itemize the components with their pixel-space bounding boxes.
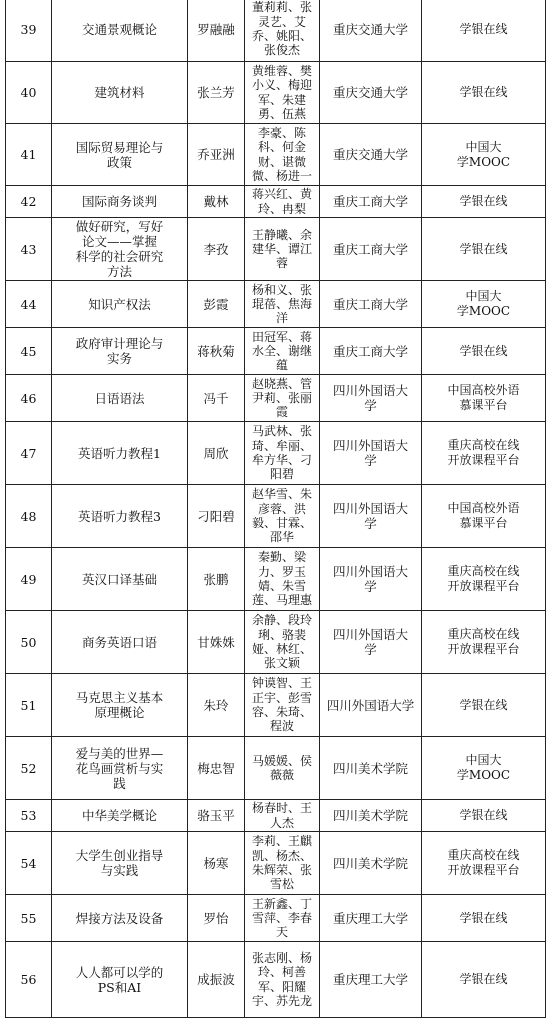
course-name: 政府审计理论与 实务 [52,328,188,375]
row-number: 45 [6,328,52,375]
course-name: 国际贸易理论与 政策 [52,124,188,186]
row-number: 40 [6,62,52,124]
platform-name: 学银在线 [422,186,546,218]
course-name: 商务英语口语 [52,611,188,674]
table-row [6,186,546,218]
school-name: 重庆交通大学 [320,124,422,186]
school-name: 四川美术学院 [320,800,422,832]
table-row [6,800,546,832]
team-members: 赵华雪、朱 彦蓉、洪 毅、甘霖、 邵华 [245,485,320,548]
course-lead: 罗融融 [188,0,245,62]
school-name: 四川美术学院 [320,737,422,800]
course-lead: 冯千 [188,375,245,422]
team-members: 蒋兴红、黄 玲、冉梨 [245,186,320,218]
table-row [6,895,546,942]
course-name: 建筑材料 [52,62,188,124]
team-members: 李莉、王麒 凯、杨杰、 朱辉荣、张 雪松 [245,832,320,895]
table-row [6,281,546,328]
course-name: 中华美学概论 [52,800,188,832]
course-name: 日语语法 [52,375,188,422]
course-name: 国际商务谈判 [52,186,188,218]
team-members: 杨和义、张 琨蓓、焦海 洋 [245,281,320,328]
team-members: 黄维蓉、樊 小义、梅迎 军、朱建 勇、伍燕 [245,62,320,124]
school-name: 重庆交通大学 [320,62,422,124]
team-members: 张志刚、杨 玲、柯善 军、阳耀 宇、苏先龙 [245,942,320,1018]
platform-name: 重庆高校在线 开放课程平台 [422,832,546,895]
team-members: 杨春时、王 人杰 [245,800,320,832]
school-name: 四川外国语大 学 [320,611,422,674]
platform-name: 学银在线 [422,218,546,281]
table-row [6,328,546,375]
school-name: 四川外国语大 学 [320,375,422,422]
table-row [6,737,546,800]
row-number: 53 [6,800,52,832]
row-number: 44 [6,281,52,328]
team-members: 王静曦、余 建华、谭江 蓉 [245,218,320,281]
course-name: 人人都可以学的 PS和AI [52,942,188,1018]
course-lead: 彭霞 [188,281,245,328]
platform-name: 学银在线 [422,674,546,737]
row-number: 55 [6,895,52,942]
row-number: 39 [6,0,52,62]
course-name: 英语听力教程3 [52,485,188,548]
platform-name: 中国大 学MOOC [422,281,546,328]
team-members: 余静、段玲 琍、骆裴 娅、林红、 张文颖 [245,611,320,674]
school-name: 重庆理工大学 [320,895,422,942]
platform-name: 中国大 学MOOC [422,124,546,186]
table-row [6,422,546,485]
platform-name: 学银在线 [422,62,546,124]
row-number: 54 [6,832,52,895]
platform-name: 学银在线 [422,800,546,832]
table-row [6,62,546,124]
school-name: 重庆工商大学 [320,186,422,218]
table-row [6,0,546,62]
course-name: 马克思主义基本 原理概论 [52,674,188,737]
course-lead: 成振波 [188,942,245,1018]
table-row [6,674,546,737]
platform-name: 重庆高校在线 开放课程平台 [422,548,546,611]
course-lead: 杨寒 [188,832,245,895]
platform-name: 学银在线 [422,942,546,1018]
course-lead: 蒋秋菊 [188,328,245,375]
team-members: 王新鑫、丁 雪萍、李春 天 [245,895,320,942]
platform-name: 学银在线 [422,328,546,375]
course-lead: 乔亚洲 [188,124,245,186]
row-number: 52 [6,737,52,800]
course-lead: 甘姝姝 [188,611,245,674]
team-members: 李豪、陈 科、何金 财、谌微 微、杨进一 [245,124,320,186]
course-lead: 梅忠智 [188,737,245,800]
platform-name: 中国大 学MOOC [422,737,546,800]
row-number: 41 [6,124,52,186]
course-name: 知识产权法 [52,281,188,328]
school-name: 四川外国语大 学 [320,422,422,485]
course-list-body [6,0,546,1018]
table-row [6,611,546,674]
course-name: 英汉口译基础 [52,548,188,611]
table-row [6,832,546,895]
course-name: 英语听力教程1 [52,422,188,485]
school-name: 四川美术学院 [320,832,422,895]
course-lead: 张兰芳 [188,62,245,124]
row-number: 43 [6,218,52,281]
team-members: 钟谟智、王 正宇、彭雪 容、朱琦、 程波 [245,674,320,737]
row-number: 46 [6,375,52,422]
team-members: 秦勤、梁 力、罗玉 婧、朱雪 莲、马理惠 [245,548,320,611]
table-row [6,218,546,281]
course-lead: 李孜 [188,218,245,281]
course-name: 做好研究，写好 论文——掌握 科学的社会研究 方法 [52,218,188,281]
platform-name: 重庆高校在线 开放课程平台 [422,422,546,485]
row-number: 51 [6,674,52,737]
course-name: 爱与美的世界— 花鸟画赏析与实 践 [52,737,188,800]
table-row [6,124,546,186]
course-lead: 戴林 [188,186,245,218]
row-number: 50 [6,611,52,674]
school-name: 重庆工商大学 [320,328,422,375]
team-members: 田冠军、蒋 水全、谢继 蕴 [245,328,320,375]
school-name: 四川外国语大 学 [320,485,422,548]
team-members: 马媛媛、侯 薇薇 [245,737,320,800]
course-list-table [5,0,546,1018]
row-number: 48 [6,485,52,548]
school-name: 重庆交通大学 [320,0,422,62]
school-name: 重庆工商大学 [320,218,422,281]
course-lead: 张鹏 [188,548,245,611]
table-row [6,485,546,548]
row-number: 49 [6,548,52,611]
platform-name: 学银在线 [422,0,546,62]
team-members: 赵晓燕、管 尹莉、张丽 霞 [245,375,320,422]
platform-name: 重庆高校在线 开放课程平台 [422,611,546,674]
table-row [6,375,546,422]
course-lead: 刁阳碧 [188,485,245,548]
school-name: 四川外国语大学 [320,674,422,737]
row-number: 42 [6,186,52,218]
course-lead: 骆玉平 [188,800,245,832]
platform-name: 学银在线 [422,895,546,942]
platform-name: 中国高校外语 慕课平台 [422,375,546,422]
row-number: 56 [6,942,52,1018]
course-name: 交通景观概论 [52,0,188,62]
course-name: 大学生创业指导 与实践 [52,832,188,895]
school-name: 重庆工商大学 [320,281,422,328]
school-name: 重庆理工大学 [320,942,422,1018]
table-row [6,942,546,1018]
course-lead: 朱玲 [188,674,245,737]
table-row [6,548,546,611]
team-members: 马武林、张 琦、牟丽、 牟方华、刁 阳碧 [245,422,320,485]
course-lead: 周欣 [188,422,245,485]
row-number: 47 [6,422,52,485]
team-members: 董莉莉、张 灵艺、艾 乔、姚阳、 张俊杰 [245,0,320,62]
course-name: 焊接方法及设备 [52,895,188,942]
school-name: 四川外国语大 学 [320,548,422,611]
platform-name: 中国高校外语 慕课平台 [422,485,546,548]
course-lead: 罗怡 [188,895,245,942]
